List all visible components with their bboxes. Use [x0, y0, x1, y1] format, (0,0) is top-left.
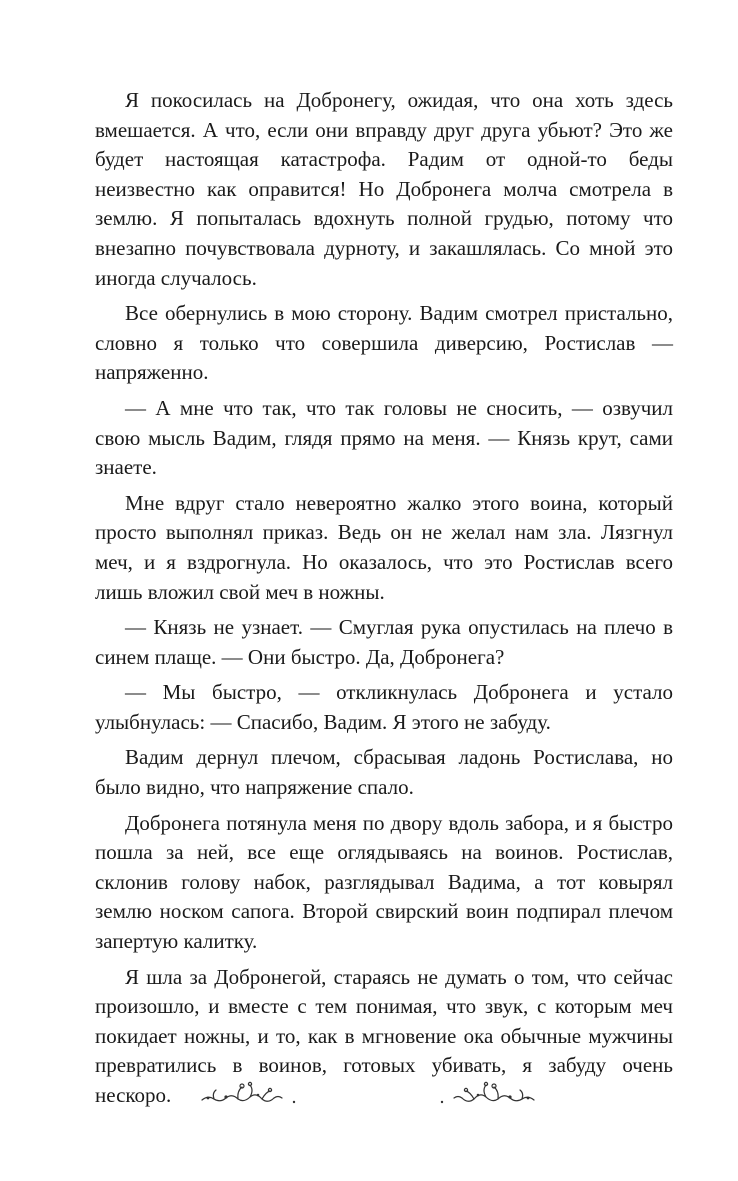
- floral-ornament-right-icon: [438, 1078, 538, 1108]
- paragraph-5: — Князь не узнает. — Смуглая рука опустилась на плечо в синем плаще. — Они быстро. Да, Добронега?: [95, 615, 673, 669]
- paragraph-2: Все обернулись в мою сторону. Вадим смотрел пристально, словно я только что совершила диверсию, Ростислав — напряженно.: [95, 301, 673, 385]
- paragraph-7: Вадим дернул плечом, сбрасывая ладонь Ростислава, но было видно, что напряжение спало.: [95, 745, 673, 800]
- floral-ornament-left-icon: [198, 1078, 298, 1108]
- paragraph-6: — Мы быстро, — откликнулась Добронега и устало улыбнулась: — Спасибо, Вадим. Я этого не забуду.: [95, 680, 673, 734]
- book-page-text: [95, 86, 673, 1117]
- paragraph-4: Мне вдруг стало невероятно жалко этого воина, который просто выполнял приказ. Ведь он не желал нам зла. Лязгнул меч, и я вздрогнула. Но оказалось, что это Ростислав всего лишь вложил свой меч в ножны.: [95, 490, 673, 604]
- paragraph-8: Добронега потянула меня по двору вдоль забора, и я быстро пошла за ней, все еще оглядываясь на воинов. Ростислав, склонив голову набок, разглядывал Вадима, а тот ковырял землю носком сапога. Второй свирский воин подпирал плечом запертую калитку.: [95, 810, 673, 954]
- paragraph-9: Я шла за Добронегой, стараясь не думать о том, что сейчас произошло, и вместе с тем понимая, что звук, с которым меч покидает ножны, и то, как в мгновение ока обычные мужчины превратились в воинов, готовых убивать, я забуду очень нескоро.: [95, 964, 673, 1107]
- paragraph-1: Я покосилась на Добронегу, ожидая, что она хоть здесь вмешается. А что, если они вправду друг друга убьют? Это же будет настоящая катастрофа. Радим от одной-то беды неизвестно как оправится! Но Добронега молча смотрела в землю. Я попыталась вдохнуть полной грудью, потому что внезапно почувствовала дурноту, и закашлялась. Со мной это иногда случалось.: [95, 88, 673, 290]
- paragraph-3: — А мне что так, что так головы не сносить, — озвучил свою мысль Вадим, глядя прямо на меня. — Князь крут, сами знаете.: [95, 395, 673, 480]
